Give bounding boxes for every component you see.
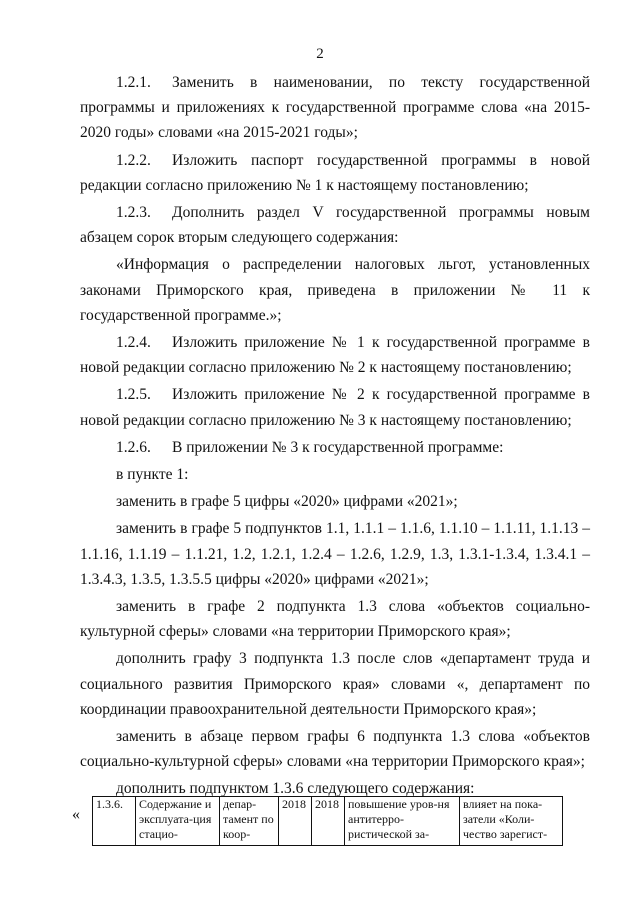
page-number: 2 (316, 46, 324, 62)
paragraph-text: Заменить в наименовании, по тексту государственной программы и приложениях к государственной программе слова «на 2015-2020 годы» словами «на 2015-2021 годы»; (80, 74, 590, 142)
table-cell-indicator: влияет на пока-затели «Коли-чество зарегист- (460, 797, 563, 846)
paragraph-replace-2: заменить в графе 5 подпунктов 1.1, 1.1.1 – 1.1.6, 1.1.10 – 1.1.11, 1.1.13 – 1.1.16, 1.1.19 – 1.1.21, 1.2, 1.2.1, 1.2.4 – 1.2.6, 1.2.9, 1.3, 1.3.1-1.3.4, 1.3.4.1 – 1.3.4.3, 1.3.5, 1.3.5.5 цифры «2020» цифрами «2021»; (80, 520, 590, 588)
paragraph-text: Изложить приложение № 2 к государственной программе в новой редакции согласно приложению № 3 к настоящему постановлению; (80, 386, 590, 429)
paragraph-supplement-2: дополнить подпунктом 1.3.6 следующего содержания: (116, 780, 475, 798)
paragraph-text: Изложить паспорт государственной программы в новой редакции согласно приложению № 1 к настоящему постановлению; (80, 151, 590, 194)
table-cell-executor: депар-тамент по коор- (220, 797, 279, 846)
paragraph-number: 1.2.2. (116, 151, 151, 169)
paragraph-1-2-2 (80, 148, 590, 198)
paragraph-number: 1.2.5. (116, 386, 151, 404)
paragraph-1-2-1 (80, 70, 590, 146)
paragraph-number: 1.2.1. (116, 74, 151, 91)
paragraph-number: 1.2.4. (116, 334, 151, 352)
paragraph-1-2-3 (80, 200, 590, 250)
table-cell-result: повышение уров-ня антитерро-ристической за- (345, 797, 460, 846)
table-cell-name: Содержание и эксплуата-ция стацио- (136, 797, 220, 846)
paragraph-1-2-4 (80, 330, 590, 380)
paragraph-text: Дополнить раздел V государственной программы новым абзацем сорок вторым следующего содержания: (80, 204, 590, 247)
table-cell-start-year: 2018 (279, 797, 312, 846)
subpoint-table (92, 796, 563, 846)
paragraph-point-1: в пункте 1: (116, 466, 189, 484)
paragraph-supplement-1: дополнить графу 3 подпункта 1.3 после слов «департамент труда и социального развития Приморского края» словами «, департамент по координации правоохранительной деятельности Приморского края»; (80, 650, 590, 718)
paragraph-replace-3: заменить в графе 2 подпункта 1.3 слова «объектов социально-культурной сферы» словами «на территории Приморского края»; (80, 598, 590, 641)
document-body (80, 70, 590, 804)
paragraph-1-2-6 (80, 435, 590, 460)
paragraph-text: Изложить приложение № 1 к государственной программе в новой редакции согласно приложению № 2 к настоящему постановлению; (80, 334, 590, 377)
paragraph-replace-4: заменить в абзаце первом графы 6 подпункта 1.3 слова «объектов социально-культурной сферы» словами «на территории Приморского края»; (80, 728, 590, 771)
paragraph-text: В приложении № 3 к государственной программе: (172, 438, 504, 456)
table-cell-end-year: 2018 (312, 797, 345, 846)
table-open-quote: « (72, 806, 80, 823)
paragraph-number: 1.2.6. (116, 438, 151, 456)
paragraph-1-2-5 (80, 382, 590, 432)
paragraph-quote-info: «Информация о распределении налоговых льгот, установленных законами Приморского края, приведена в приложении № 11 к государственной программе.»; (80, 256, 590, 324)
paragraph-replace-1: заменить в графе 5 цифры «2020» цифрами «2021»; (116, 493, 458, 511)
table-row (93, 797, 563, 846)
paragraph-number: 1.2.3. (116, 204, 151, 222)
table-cell-number: 1.3.6. (93, 797, 136, 846)
